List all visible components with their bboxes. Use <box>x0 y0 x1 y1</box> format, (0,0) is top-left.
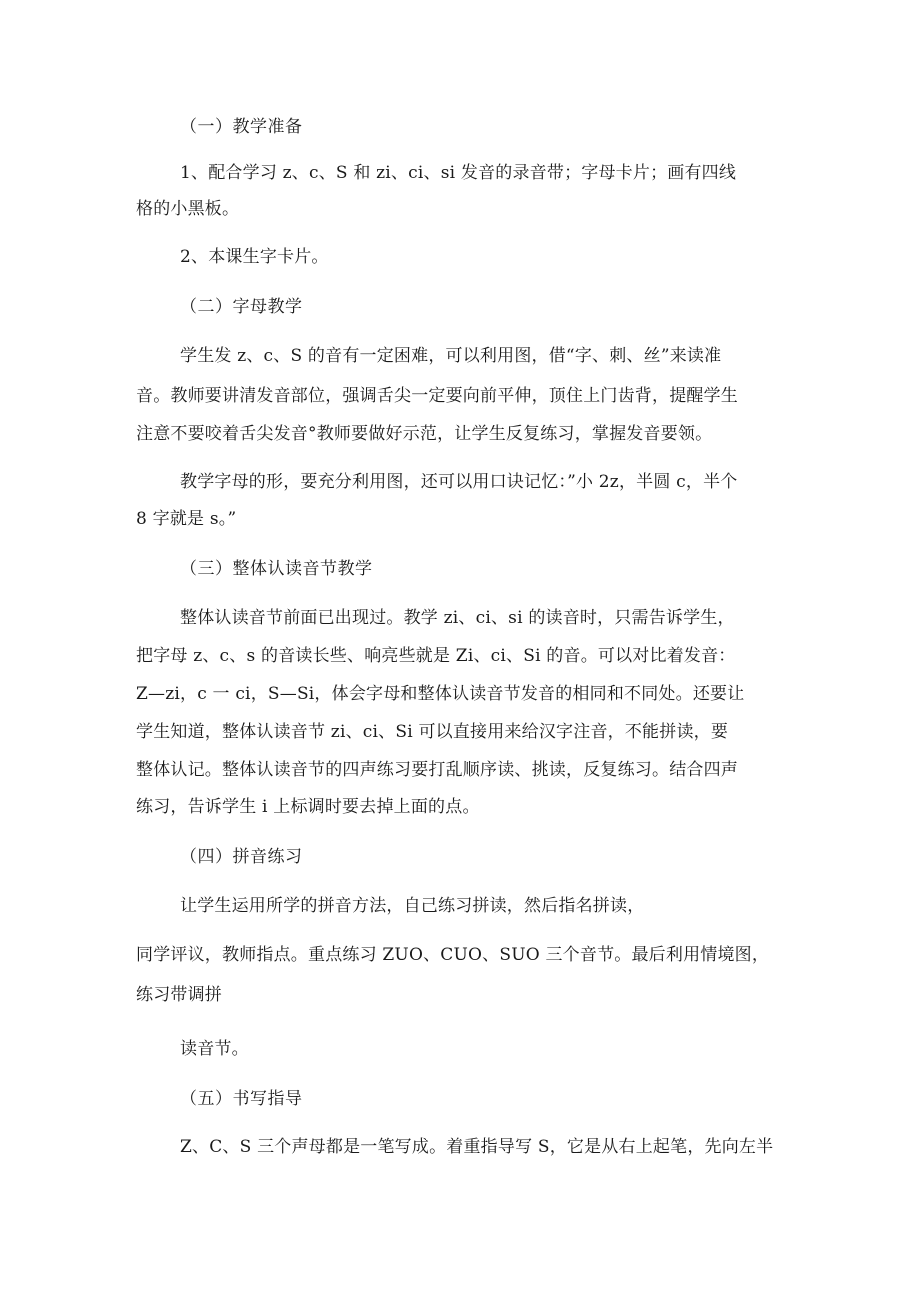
paragraph-line: 教学字母的形，要充分利用图，还可以用口诀记忆：”小 2z，半圆 c，半个 <box>180 472 738 492</box>
section-heading-syllable-teaching: （三）整体认读音节教学 <box>180 559 373 579</box>
paragraph-line: 学生发 z、c、S 的音有一定困难，可以利用图，借“字、刺、丝”来读准 <box>180 346 722 366</box>
section-heading-pinyin-practice: （四）拼音练习 <box>180 847 303 867</box>
paragraph-line: 音。教师要讲清发音部位，强调舌尖一定要向前平伸，顶住上门齿背，提醒学生 <box>136 386 738 406</box>
section-heading-preparation: （一）教学准备 <box>180 117 303 137</box>
section-heading-letter-teaching: （二）字母教学 <box>180 297 303 317</box>
paragraph-line: 把字母 z、c、s 的音读长些、响亮些就是 Zi、ci、Si 的音。可以对比着发音： <box>136 646 736 666</box>
paragraph-line: Z、C、S 三个声母都是一笔写成。着重指导写 S，它是从右上起笔，先向左半 <box>180 1137 774 1157</box>
paragraph-line: 同学评议，教师指点。重点练习 ZUO、CUO、SUO 三个音节。最后利用情境图， <box>136 945 770 965</box>
paragraph-line: 8 字就是 s。” <box>136 509 237 529</box>
paragraph-line: 整体认读音节前面已出现过。教学 zi、ci、si 的读音时，只需告诉学生， <box>180 608 735 628</box>
paragraph-line: 注意不要咬着舌尖发音°教师要做好示范，让学生反复练习，掌握发音要领。 <box>136 424 713 444</box>
paragraph-line: Z—zi，c 一 ci，S—Si，体会字母和整体认读音节发音的相同和不同处。还要让 <box>136 684 745 704</box>
paragraph-line: 练习，告诉学生 i 上标调时要去掉上面的点。 <box>136 797 480 817</box>
paragraph-line: 读音节。 <box>180 1039 249 1059</box>
paragraph-line: 整体认记。整体认读音节的四声练习要打乱顺序读、挑读，反复练习。结合四声 <box>136 760 738 780</box>
paragraph-line: 1、配合学习 z、c、S 和 zi、ci、si 发音的录音带；字母卡片；画有四线 <box>180 163 737 183</box>
paragraph-line: 让学生运用所学的拼音方法，自己练习拼读，然后指名拼读， <box>180 896 645 916</box>
paragraph-line: 格的小黑板。 <box>136 199 240 219</box>
paragraph-line: 练习带调拼 <box>136 985 222 1005</box>
paragraph-line: 2、本课生字卡片。 <box>180 247 329 267</box>
paragraph-line: 学生知道，整体认读音节 zi、ci、Si 可以直接用来给汉字注音，不能拼读，要 <box>136 722 729 742</box>
section-heading-writing-guidance: （五）书写指导 <box>180 1089 303 1109</box>
